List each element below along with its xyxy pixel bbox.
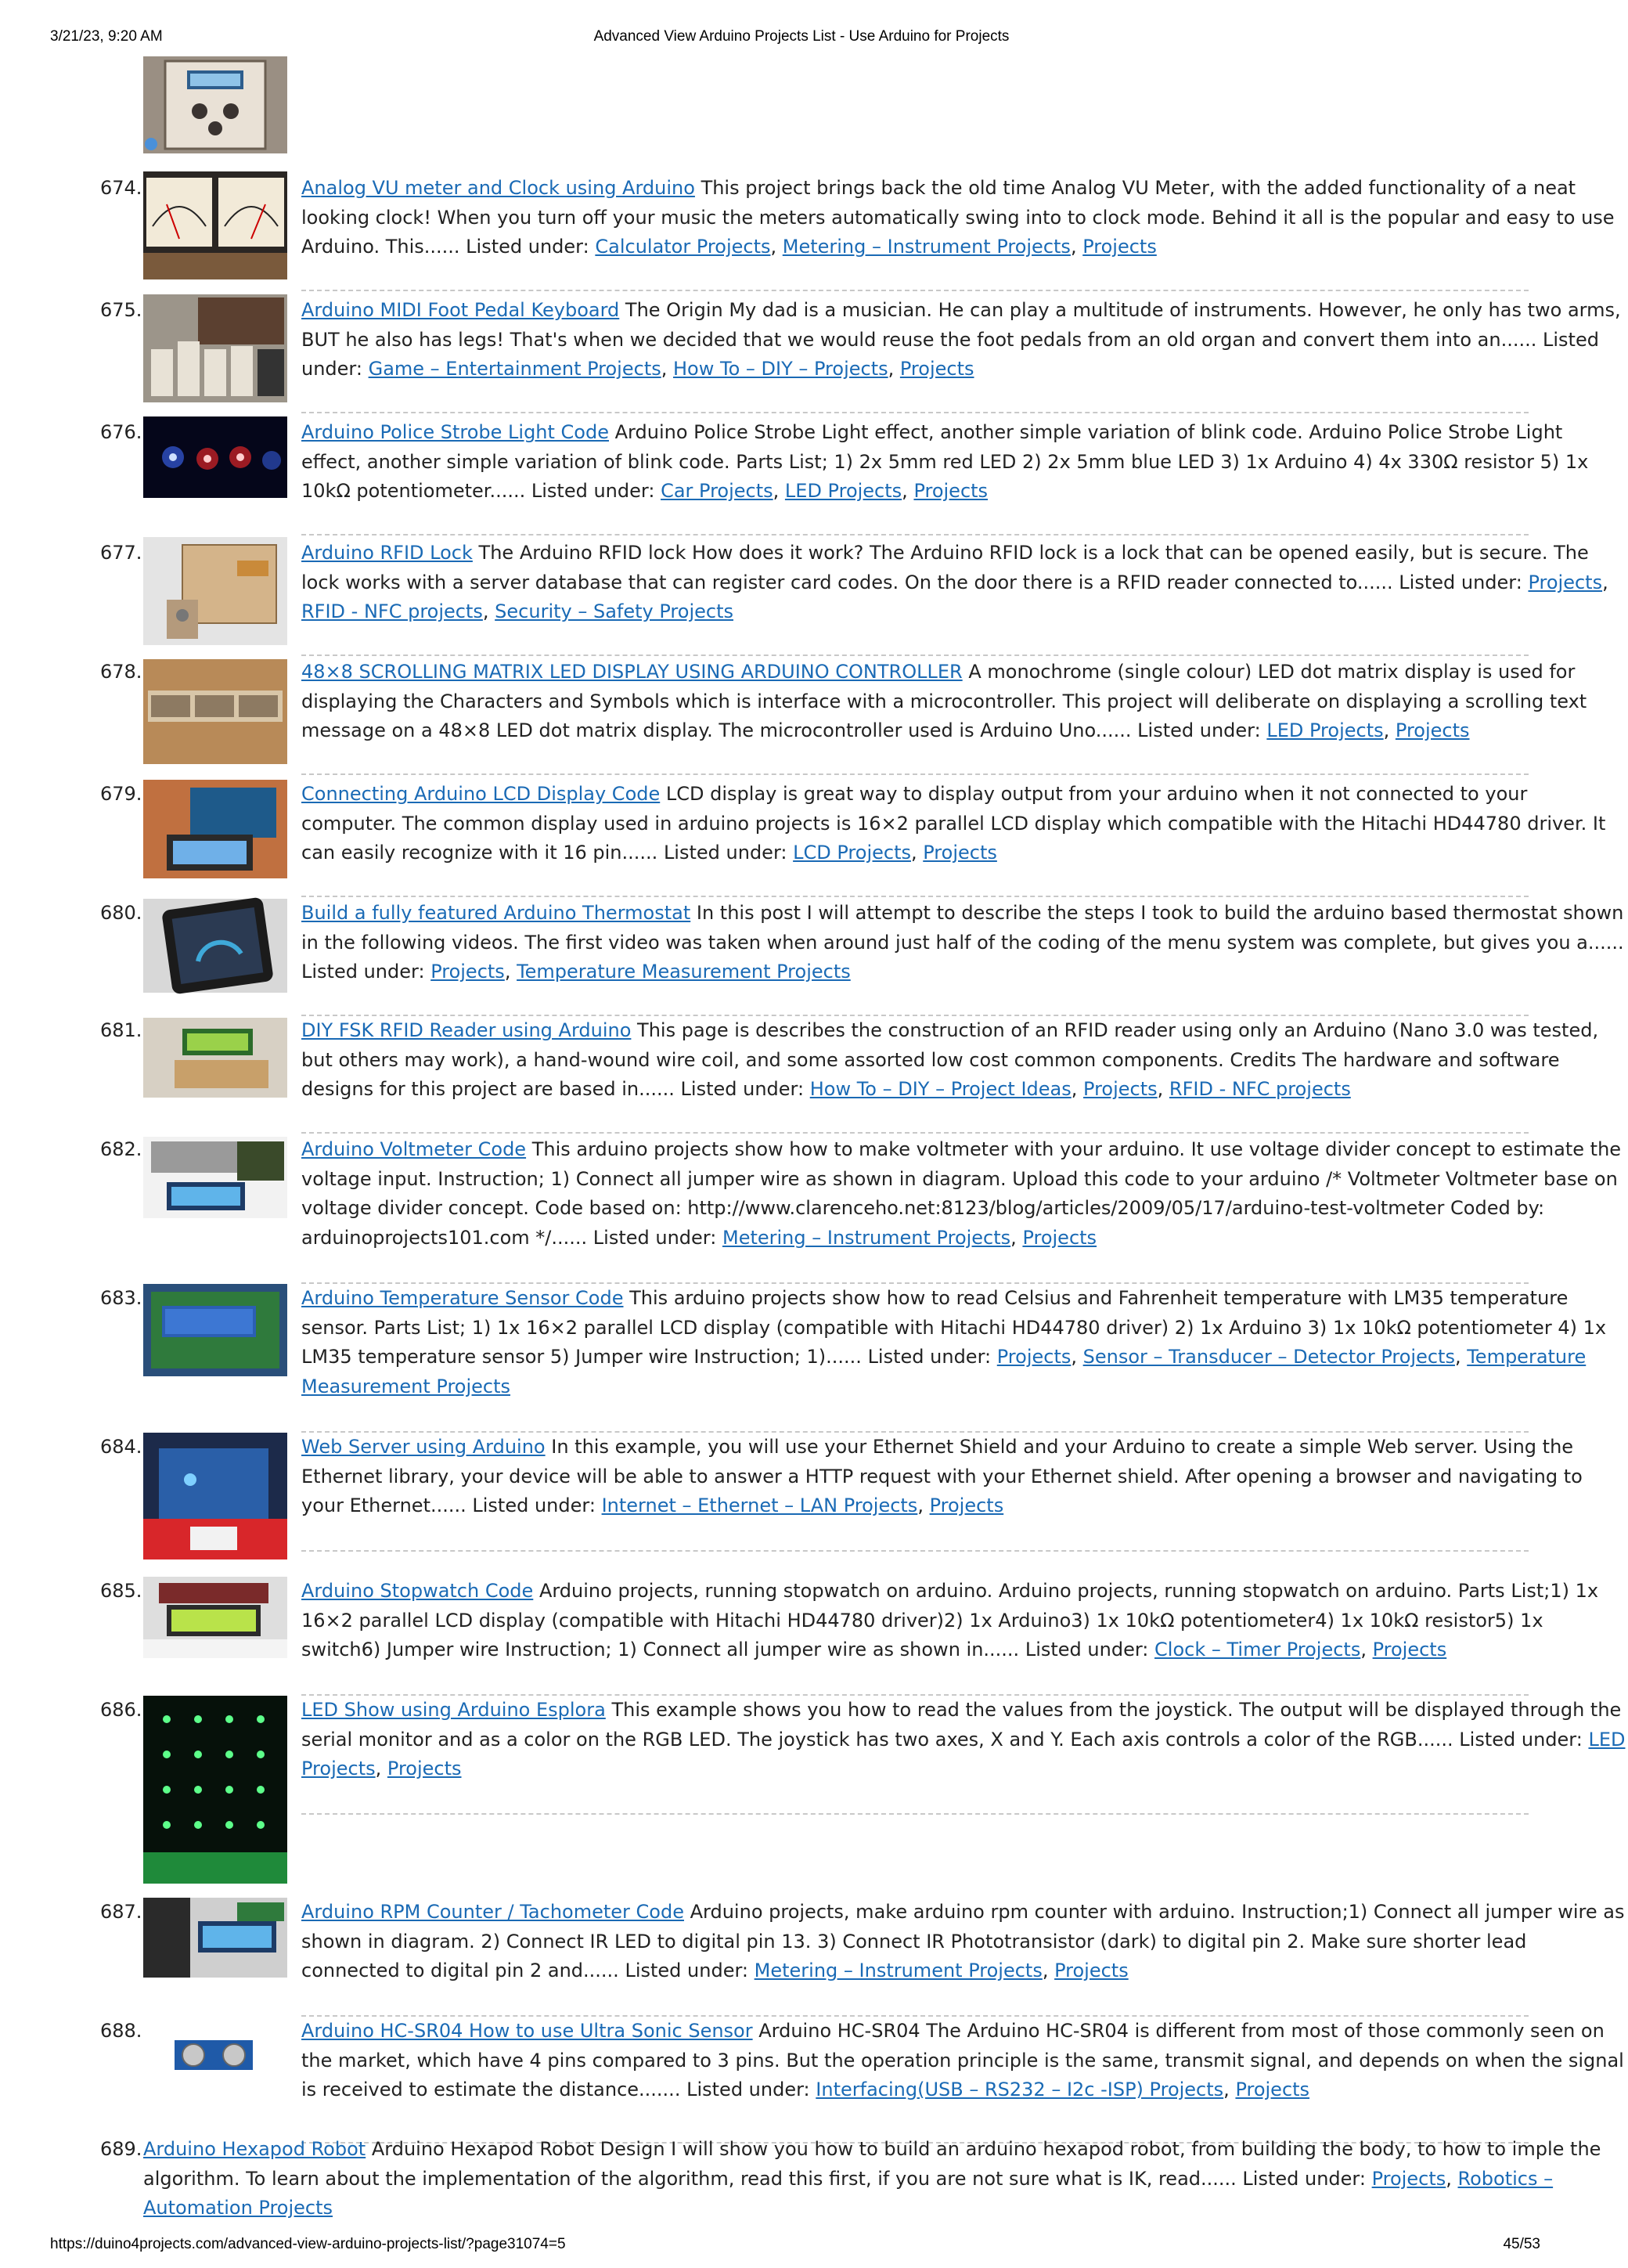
category-link[interactable]: Projects [1372, 1639, 1447, 1660]
listed-under-label: Listed under: [466, 236, 589, 258]
listed-under-label: Listed under: [663, 842, 787, 864]
entry-separator [301, 654, 1529, 656]
category-link[interactable]: Calculator Projects [595, 236, 771, 258]
category-link[interactable]: How To – DIY – Projects [673, 358, 888, 380]
project-description: Arduino projects, running stopwatch on arduino. Arduino projects, running stopwatch on arduino. Parts List;1) 1x 16×2 parallel LCD display (compatible with Hitachi HD44780 driver)2) 1x Arduino3) 1x 10kΩ potentiometer4) 1x 10kΩ resistor5) 1x switch6) Jumper wire Instruction; 1) Connect all jumper wire as shown in...... [301, 1580, 1599, 1660]
category-link[interactable]: Projects [1395, 719, 1470, 741]
list-item [100, 1284, 1607, 1433]
category-link[interactable]: Game – Entertainment Projects [368, 358, 661, 380]
item-body: Arduino MIDI Foot Pedal Keyboard The Origin My dad is a musician. He can play a multitude of instruments. However, he only has two arms, BUT he also has legs! That's when we decided that we would reuse the foot pedals from an old organ and convert them into an...... Listed under: Game – Entertainment Projects, How To – DIY – Projects, Projects [301, 299, 1621, 380]
project-description: In this post I will attempt to describe the steps I took to build the arduino based thermostat shown in the following videos. The first video was taken when around just half of the coding of the menu system was complete, but gives you a...... [301, 902, 1624, 954]
item-body: 48×8 SCROLLING MATRIX LED DISPLAY USING ARDUINO CONTROLLER A monochrome (single colour) LED dot matrix display is used for displaying the Characters and Symbols which is interface with a microcontroller. This project will deliberate on displaying a scrolling text message on a 48×8 LED dot matrix display. The microcontroller used is Arduino Uno...... Listed under: LED Projects, Projects [301, 661, 1587, 741]
item-body: Arduino RPM Counter / Tachometer Code Arduino projects, make arduino rpm counter with arduino. Instruction;1) Connect all jumper wire as shown in diagram. 2) Connect IR LED to digital pin 13. 3) Connect IR Phototransistor (dark) to digital pin 2. Make sure shorter lead connected to digital pin 2 and...... Listed under: Metering – Instrument Projects, Projects [301, 1901, 1625, 1981]
category-link[interactable]: Metering – Instrument Projects [754, 1960, 1043, 1981]
item-body: Connecting Arduino LCD Display Code LCD display is great way to display output from your arduino when it not connected to your computer. The common display used in arduino projects is 16×2 parallel LCD display which compatible with the Hitachi HD44780 driver. It can easily recognize with it 16 pin...... Listed under: LCD Projects, Projects [301, 783, 1606, 864]
project-description: This arduino projects show how to make voltmeter with your arduino. It use voltage divider concept to estimate the voltage input. Instruction; 1) Connect all jumper wire as shown in diagram. Upload this code to your arduino /* Voltmeter Voltmeter base on voltage divider concept. Code based on: http://www.clarenceho.net:8123/blog/articles/2009/05/17/arduino-test-voltmeter Coded by: arduinoprojects101.com */...... [301, 1138, 1622, 1249]
item-number: 679. [100, 783, 142, 805]
category-link[interactable]: Projects [913, 480, 989, 502]
item-body: Web Server using Arduino In this example, you will use your Ethernet Shield and your Arduino to create a simple Web server. Using the Ethernet library, your device will be able to answer a HTTP request with your Ethernet shield. After opening a browser and navigating to your Ethernet...... Listed under: Internet – Ethernet – LAN Projects, Projects [301, 1436, 1583, 1516]
category-link[interactable]: Metering – Instrument Projects [782, 236, 1071, 258]
project-title-link[interactable]: Arduino Hexapod Robot [143, 2138, 366, 2160]
page-url: https://duino4projects.com/advanced-view-arduino-projects-list/?page31074=5 [50, 2236, 566, 2252]
project-title-link[interactable]: Arduino Police Strobe Light Code [301, 421, 609, 443]
entry-separator [301, 1813, 1529, 1815]
listed-under-label: Listed under: [1025, 1639, 1149, 1660]
item-number: 674. [100, 177, 142, 199]
category-link[interactable]: Projects [387, 1758, 462, 1779]
item-number: 676. [100, 421, 142, 443]
project-title-link[interactable]: Arduino Temperature Sensor Code [301, 1287, 624, 1309]
list-item [100, 658, 1587, 775]
listed-under-label: Listed under: [1399, 571, 1522, 593]
listed-under-label: Listed under: [301, 328, 1599, 380]
project-title-link[interactable]: Arduino RFID Lock [301, 542, 473, 564]
listed-under-label: Listed under: [1459, 1728, 1583, 1751]
item-number: 681. [100, 1019, 142, 1041]
list-item [100, 1433, 1583, 1552]
project-description: This arduino projects show how to read Celsius and Fahrenheit temperature with LM35 temperature sensor. Parts List; 1) 1x 16×2 parallel LCD display (compatible with Hitachi HD44780 driver) 2) 1x Arduino 3) 1x 10kΩ potentiometer 4) 1x LM35 temperature sensor 5) Jumper wire Instruction; 1)...... [301, 1287, 1607, 1368]
item-number: 675. [100, 299, 142, 321]
list-item [100, 2017, 1624, 2142]
listed-under-label: Listed under: [867, 1346, 992, 1368]
item-number: 677. [100, 542, 142, 564]
item-number: 684. [100, 1436, 142, 1458]
item-body: Arduino HC-SR04 How to use Ultra Sonic Sensor Arduino HC-SR04 The Arduino HC-SR04 is different from most of those commonly seen on the market, which have 4 pins compared to 3 pins. But the operation principle is the same, transmit signal, and depends on when the signal is received to estimate the distance....... Listed under: Interfacing(USB – RS232 – I2c -ISP) Projects, Projects [301, 2020, 1624, 2100]
project-description: Arduino HC-SR04 The Arduino HC-SR04 is different from most of those commonly seen on the market, which have 4 pins compared to 3 pins. But the operation principle is the same, transmit signal, and depends on when the signal is received to estimate the distance....... [301, 2020, 1624, 2100]
project-description: This example shows you how to read the values from the joystick. The output will be displayed through the serial monitor and as a color on the RGB LED. The joystick has two axes, X and Y. Each axis controls a color of the RGB...... [301, 1699, 1622, 1751]
project-title-link[interactable]: Arduino MIDI Foot Pedal Keyboard [301, 299, 620, 321]
project-title-link[interactable]: LED Show using Arduino Esplora [301, 1699, 606, 1721]
item-body: Arduino Police Strobe Light Code Arduino Police Strobe Light effect, another simple variation of blink code. Arduino Police Strobe Light effect, another simple variation of blink code. Parts List; 1) 2x 5mm red LED 2) 2x 5mm blue LED 3) 1x Arduino 4) 4x 330Ω resistor 5) 1x 10kΩ potentiometer...... Listed under: Car Projects, LED Projects, Projects [301, 421, 1589, 502]
project-title-link[interactable]: Arduino HC-SR04 How to use Ultra Sonic Sensor [301, 2020, 753, 2042]
category-link[interactable]: Interfacing(USB – RS232 – I2c -ISP) Projects [816, 2079, 1224, 2100]
listed-under-label: Listed under: [592, 1226, 717, 1249]
project-description: Arduino projects, make arduino rpm counter with arduino. Instruction;1) Connect all jumper wire as shown in diagram. 2) Connect IR LED to digital pin 13. 3) Connect IR Phototransistor (dark) to digital pin 2. Make sure shorter lead connected to digital pin 2 and...... [301, 1901, 1625, 1981]
item-number: 688. [100, 2020, 142, 2042]
listed-under-label: Listed under: [531, 480, 655, 502]
project-description: The Arduino RFID lock How does it work? The Arduino RFID lock is a lock that can be opened easily, but is secure. The lock works with a server database that can register card codes. On the door there is a RFID reader connected to...... [301, 542, 1589, 593]
list-item [100, 899, 1624, 1016]
project-description: Arduino Hexapod Robot Design I will show you how to build an arduino hexapod robot, from building the body, to how to imple the algorithm. To learn about the implementation of the algorithm, read this first, if you are not sure what is IK, read...... [143, 2138, 1601, 2190]
item-number: 689. [100, 2138, 142, 2160]
project-thumbnail[interactable] [143, 56, 287, 153]
project-title-link[interactable]: DIY FSK RFID Reader using Arduino [301, 1019, 632, 1041]
category-link[interactable]: Projects [929, 1495, 1004, 1516]
category-link[interactable]: LED Projects [301, 1728, 1626, 1779]
category-link[interactable]: Projects [1054, 1960, 1129, 1981]
item-body: Arduino Voltmeter Code This arduino projects show how to make voltmeter with your arduino. It use voltage divider concept to estimate the voltage input. Instruction; 1) Connect all jumper wire as shown in diagram. Upload this code to your arduino /* Voltmeter Voltmeter base on voltage divider concept. Code based on: http://www.clarenceho.net:8123/blog/articles/2009/05/17/arduino-test-voltmeter Coded by: arduinoprojects101.com */...... Listed under: Metering – Instrument Projects, Projects [301, 1138, 1622, 1249]
page-title: Advanced View Arduino Projects List - Use Arduino for Projects [593, 28, 1010, 45]
item-body: Arduino Temperature Sensor Code This arduino projects show how to read Celsius and Fahrenheit temperature with LM35 temperature sensor. Parts List; 1) 1x 16×2 parallel LCD display (compatible with Hitachi HD44780 driver) 2) 1x Arduino 3) 1x 10kΩ potentiometer 4) 1x LM35 temperature sensor 5) Jumper wire Instruction; 1)...... Listed under: Projects, Sensor – Transducer – Detector Projects, Temperature Measurement Projects [301, 1287, 1607, 1397]
listed-under-label: Listed under: [680, 1078, 805, 1100]
item-body: Arduino Hexapod Robot Arduino Hexapod Robot Design I will show you how to build an arduino hexapod robot, from building the body, to how to imple the algorithm. To learn about the implementation of the algorithm, read this first, if you are not sure what is IK, read...... Listed under: Projects, Robotics – Automation Projects [143, 2138, 1601, 2219]
project-description: In this example, you will use your Ethernet Shield and your Arduino to create a simple Web server. Using the Ethernet library, your device will be able to answer a HTTP request with your Ethernet shield. After opening a browser and navigating to your Ethernet...... [301, 1436, 1583, 1516]
project-description: A monochrome (single colour) LED dot matrix display is used for displaying the Characters and Symbols which is interface with a microcontroller. This project will deliberate on displaying a scrolling text message on a 48×8 LED dot matrix display. The microcontroller used is Arduino Uno...... [301, 661, 1587, 741]
category-link[interactable]: Internet – Ethernet – LAN Projects [601, 1495, 918, 1516]
category-link[interactable]: Projects [1371, 2167, 1446, 2190]
category-link[interactable]: Sensor – Transducer – Detector Projects [1082, 1346, 1455, 1368]
item-body: Build a fully featured Arduino Thermostat In this post I will attempt to describe the steps I took to build the arduino based thermostat shown in the following videos. The first video was taken when around just half of the coding of the menu system was complete, but gives you a...... Listed under: Projects, Temperature Measurement Projects [301, 902, 1624, 983]
category-link[interactable]: Projects [1022, 1226, 1097, 1249]
list-item [100, 1577, 1599, 1696]
project-title-link[interactable]: Analog VU meter and Clock using Arduino [301, 177, 695, 199]
category-link[interactable]: How To – DIY – Project Ideas [809, 1078, 1072, 1100]
project-title-link[interactable]: Web Server using Arduino [301, 1436, 546, 1458]
item-body: Arduino RFID Lock The Arduino RFID lock How does it work? The Arduino RFID lock is a lock that can be opened easily, but is secure. The lock works with a server database that can register card codes. On the door there is a RFID reader connected to...... Listed under: Projects, RFID - NFC projects, Security – Safety Projects [301, 542, 1608, 622]
list-item [100, 1016, 1599, 1134]
list-item [100, 296, 1621, 413]
item-number: 682. [100, 1138, 142, 1160]
item-body: DIY FSK RFID Reader using Arduino This page is describes the construction of an RFID reader using only an Arduino (Nano 3.0 was tested, but others may work), a hand-wound wire coil, and some assorted low cost common components. Credits The hardware and software designs for this project are based in...... Listed under: How To – DIY – Project Ideas, Projects, RFID - NFC projects [301, 1019, 1599, 1100]
listed-under-label: Listed under: [1242, 2167, 1366, 2190]
project-title-link[interactable]: 48×8 SCROLLING MATRIX LED DISPLAY USING ARDUINO CONTROLLER [301, 661, 963, 683]
category-link[interactable]: RFID - NFC projects [1169, 1078, 1351, 1100]
category-link[interactable]: Security – Safety Projects [495, 600, 733, 622]
list-item [100, 2135, 1601, 2225]
category-link[interactable]: Projects [1083, 1078, 1158, 1100]
project-title-link[interactable]: Build a fully featured Arduino Thermostat [301, 902, 691, 924]
project-title-link[interactable]: Connecting Arduino LCD Display Code [301, 783, 661, 805]
entry-separator [301, 896, 1529, 897]
entry-separator [301, 773, 1529, 775]
listed-under-label: Listed under: [301, 961, 425, 983]
category-link[interactable]: Projects [899, 358, 974, 380]
entry-separator [301, 534, 1529, 535]
project-description: The Origin My dad is a musician. He can play a multitude of instruments. However, he only has two arms, BUT he also has legs! That's when we decided that we would reuse the foot pedals from an old organ and convert them into an...... [301, 299, 1621, 351]
category-link[interactable]: Projects [996, 1346, 1072, 1368]
category-link[interactable]: Temperature Measurement Projects [517, 961, 851, 983]
project-description: LCD display is great way to display output from your arduino when it not connected to your computer. The common display used in arduino projects is 16×2 parallel LCD display which compatible with the Hitachi HD44780 driver. It can easily recognize with it 16 pin...... [301, 783, 1606, 864]
project-description: Arduino Police Strobe Light effect, another simple variation of blink code. Arduino Police Strobe Light effect, another simple variation of blink code. Parts List; 1) 2x 5mm red LED 2) 2x 5mm blue LED 3) 1x Arduino 4) 4x 330Ω resistor 5) 1x 10kΩ potentiometer...... [301, 421, 1589, 502]
project-title-link[interactable]: Arduino Voltmeter Code [301, 1138, 527, 1160]
project-description: This project brings back the old time Analog VU Meter, with the added functionality of a neat looking clock! When you turn off your music the meters automatically swing into to clock mode. Behind it all is the popular and easy to use Arduino. This...... [301, 177, 1615, 258]
listed-under-label: Listed under: [686, 2079, 810, 2100]
category-link[interactable]: Clock – Timer Projects [1154, 1639, 1361, 1660]
item-number: 686. [100, 1699, 142, 1721]
item-number: 687. [100, 1901, 142, 1923]
category-link[interactable]: Projects [1528, 571, 1603, 593]
list-item [100, 174, 1615, 291]
category-link[interactable]: LED Projects [784, 480, 902, 502]
category-link[interactable]: LED Projects [1266, 719, 1384, 741]
entry-separator [301, 1132, 1529, 1134]
category-link[interactable]: Projects [923, 842, 997, 864]
item-body: Arduino Stopwatch Code Arduino projects, running stopwatch on arduino. Arduino projects, running stopwatch on arduino. Parts List;1) 1x 16×2 parallel LCD display (compatible with Hitachi HD44780 driver)2) 1x Arduino3) 1x 10kΩ potentiometer4) 1x 10kΩ resistor5) 1x switch6) Jumper wire Instruction; 1) Connect all jumper wire as shown in...... Listed under: Clock – Timer Projects, Projects [301, 1580, 1599, 1660]
list-item [100, 780, 1606, 897]
entry-separator [301, 1550, 1529, 1552]
category-link[interactable]: Metering – Instrument Projects [722, 1226, 1011, 1249]
project-title-link[interactable]: Arduino RPM Counter / Tachometer Code [301, 1901, 684, 1923]
item-number: 678. [100, 661, 142, 683]
list-item [100, 418, 1589, 535]
page-number: 45/53 [1503, 2236, 1540, 2252]
item-number: 685. [100, 1580, 142, 1602]
category-link[interactable]: Temperature Measurement Projects [301, 1346, 1587, 1397]
project-description: This page is describes the construction of an RFID reader using only an Arduino (Nano 3.0 was tested, but others may work), a hand-wound wire coil, and some assorted low cost common components. Credits The hardware and software designs for this project are based in...... [301, 1019, 1599, 1100]
listed-under-label: Listed under: [472, 1495, 596, 1516]
item-number: 683. [100, 1287, 142, 1309]
category-link[interactable]: Projects [430, 961, 505, 983]
entry-separator [301, 290, 1529, 291]
category-link[interactable]: Projects [1082, 236, 1157, 258]
category-link[interactable]: RFID - NFC projects [301, 600, 483, 622]
listed-under-label: Listed under: [625, 1960, 748, 1981]
category-link[interactable]: Robotics – Automation Projects [143, 2167, 1554, 2219]
item-body: LED Show using Arduino Esplora This example shows you how to read the values from the joystick. The output will be displayed through the serial monitor and as a color on the RGB LED. The joystick has two axes, X and Y. Each axis controls a color of the RGB...... Listed under: LED Projects, Projects [301, 1699, 1626, 1779]
list-item [100, 539, 1608, 656]
category-link[interactable]: Car Projects [661, 480, 773, 502]
item-number: 680. [100, 902, 142, 924]
listed-under-label: Listed under: [1137, 719, 1261, 741]
category-link[interactable]: LCD Projects [793, 842, 911, 864]
list-item [100, 1898, 1625, 2017]
entry-separator [301, 412, 1529, 413]
list-item [100, 1135, 1622, 1284]
category-link[interactable]: Projects [1235, 2079, 1310, 2100]
print-date: 3/21/23, 9:20 AM [50, 28, 163, 45]
item-body: Analog VU meter and Clock using Arduino This project brings back the old time Analog VU Meter, with the added functionality of a neat looking clock! When you turn off your music the meters automatically swing into to clock mode. Behind it all is the popular and easy to use Arduino. This...... Listed under: Calculator Projects, Metering – Instrument Projects, Projects [301, 177, 1615, 258]
project-title-link[interactable]: Arduino Stopwatch Code [301, 1580, 534, 1602]
list-item [100, 1696, 1626, 1815]
